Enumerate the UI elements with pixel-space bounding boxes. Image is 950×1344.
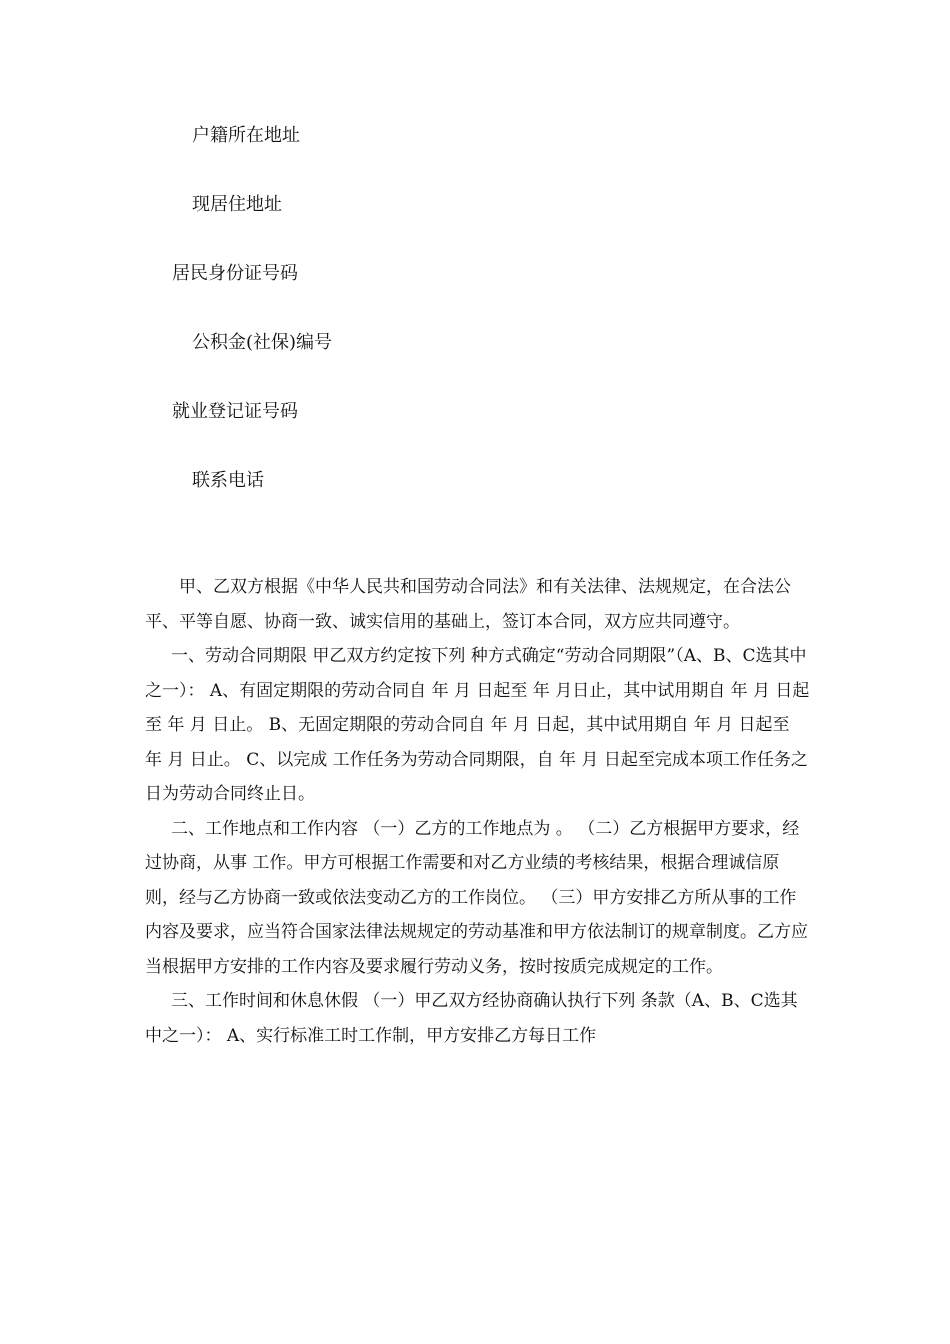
- clause-1-contract-term: 一、劳动合同期限 甲乙双方约定按下列 种方式确定“劳动合同期限”（A、B、C选其中之一）： A、有固定期限的劳动合同自 年 月 日起至 年 月日止，其中试用期自 年 月 日起至 年 月 日止。 B、无固定期限的劳动合同自 年 月 日起，其中试用期自 年 月 日起至 年 月 日止。 C、以完成 工作任务为劳动合同期限，自 年 月 日起至完成本项工作任务之日为劳动合同终止日。: [145, 646, 810, 804]
- field-label-employment-number: 就业登记证号码: [172, 401, 298, 422]
- field-label-fund-number: 公积金(社保)编号: [192, 332, 333, 353]
- field-label-phone: 联系电话: [192, 470, 264, 491]
- clause-3-working-hours: 三、工作时间和休息休假 （一）甲乙双方经协商确认执行下列 条款（A、B、C选其中之一）： A、实行标准工时工作制，甲方安排乙方每日工作: [145, 991, 798, 1046]
- contract-body: [145, 570, 810, 1053]
- field-label-id-number: 居民身份证号码: [172, 263, 298, 284]
- preamble-paragraph: 甲、乙双方根据《中华人民共和国劳动合同法》和有关法律、法规规定，在合法公平、平等自愿、协商一致、诚实信用的基础上，签订本合同，双方应共同遵守。: [145, 577, 791, 632]
- field-label-household-address: 户籍所在地址: [192, 125, 300, 146]
- field-label-current-address: 现居住地址: [192, 194, 282, 215]
- clause-2-work-location: 二、工作地点和工作内容 （一）乙方的工作地点为 。 （二）乙方根据甲方要求，经过协商，从事 工作。甲方可根据工作需要和对乙方业绩的考核结果，根据合理诚信原则，经与乙方协商一致或依法变动乙方的工作岗位。 （三）甲方安排乙方所从事的工作内容及要求，应当符合国家法律法规规定的劳动基准和甲方依法制订的规章制度。乙方应当根据甲方安排的工作内容及要求履行劳动义务，按时按质完成规定的工作。: [145, 818, 808, 977]
